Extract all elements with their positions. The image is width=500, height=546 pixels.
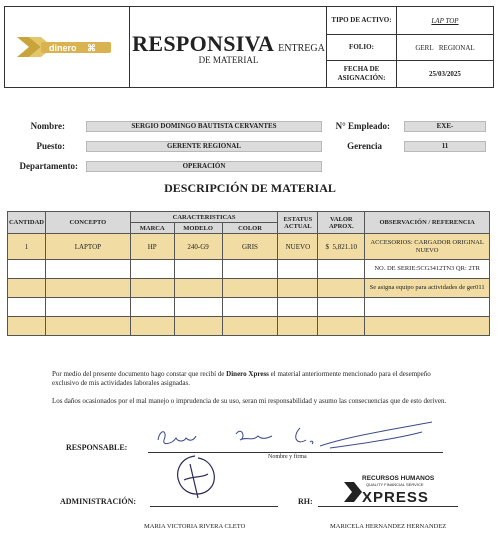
- document-subtitle: DE MATERIAL: [198, 55, 259, 65]
- stamp-title: RECURSOS HUMANOS: [362, 475, 435, 482]
- empleado-field: EXE-: [404, 121, 486, 132]
- departamento-field: OPERACIÓN: [86, 161, 322, 172]
- tipo-activo-value: LAP TOP: [431, 16, 459, 25]
- table-row: NO. DE SERIE:5CG3412TN3 QR: 2TR: [8, 260, 490, 279]
- departamento-label: Departamento:: [19, 161, 78, 171]
- table-row: Se asigna equipo para actividades de ger011: [8, 279, 490, 298]
- fecha-value: 25/03/2025: [429, 70, 461, 78]
- meta-block: [327, 7, 495, 87]
- nombre-field: SERGIO DOMINGO BAUTISTA CERVANTES: [86, 121, 322, 132]
- responsable-label: RESPONSABLE:: [66, 443, 128, 452]
- rh-stamp: [340, 472, 460, 506]
- material-table: [7, 211, 490, 336]
- stamp-brand: XPRESS: [362, 489, 429, 506]
- responsable-signature: [150, 418, 440, 456]
- rh-label: RH:: [298, 497, 313, 506]
- admin-name: MARIA VICTORIA RIVERA CLETO: [144, 523, 246, 530]
- document-title: RESPONSIVA ENTREGA: [132, 31, 325, 56]
- table-header-row: CANTIDAD CONCEPTO CARACTERISTICAS ESTATUS ACTUAL VALOR APROX. OBSERVACIÓN / REFERENCIA: [8, 212, 490, 223]
- gerencia-label: Gerencia: [347, 141, 382, 151]
- puesto-label: Puesto:: [36, 141, 65, 151]
- administracion-label: ADMINISTRACIÓN:: [60, 497, 137, 506]
- title-cell: [130, 7, 327, 87]
- puesto-field: GERENTE REGIONAL: [86, 141, 322, 152]
- table-row: [8, 298, 490, 317]
- stamp-subtitle: QUALITY FINANCIAL SERVICE: [366, 482, 424, 487]
- svg-text:⌘: ⌘: [87, 43, 96, 53]
- nombre-firma-caption: Nombre y firma: [268, 454, 307, 460]
- table-subheader-row: MARCA MODELO COLOR: [8, 223, 490, 234]
- valor-cell: $ 5,821.10: [318, 234, 365, 260]
- document-header: [4, 6, 494, 88]
- rh-name: MARICELA HERNANDEZ HERNANDEZ: [330, 523, 447, 530]
- gerencia-field: 11: [404, 141, 486, 152]
- rh-stamp-logo: [340, 472, 460, 506]
- folio-row: FOLIO: GERL REGIONAL: [327, 35, 493, 61]
- responsibility-paragraph: Los daños ocasionados por el mal manejo o imprudencia de su uso, seran mi responsabilidad y asumo las consecuencias que de esto deriven.: [52, 397, 447, 405]
- fecha-row: FECHA DE ASIGNACIÓN: 25/03/2025: [327, 61, 493, 87]
- rh-line: [318, 506, 458, 507]
- table-row: [8, 317, 490, 336]
- logo-cell: [5, 7, 130, 87]
- nombre-label: Nombre:: [30, 121, 65, 131]
- administracion-line: [150, 506, 278, 507]
- folio-value: GERL REGIONAL: [415, 43, 475, 52]
- dinero-xpress-logo: [15, 33, 115, 61]
- empleado-label: N° Empleado:: [335, 121, 390, 131]
- table-row: 1 LAPTOP HP 240-G9 GRIS NUEVO $ 5,821.10 ACCESORIOS: CARGADOR ORIGINAL NUEVO: [8, 234, 490, 260]
- svg-text:dinero: dinero: [49, 43, 77, 53]
- section-title: DESCRIPCIÓN DE MATERIAL: [164, 181, 336, 195]
- declaration-paragraph: Por medio del presente documento hago constar que recibí de Dinero Xpress el material anteriormente mencionado para el desempeño exclusivo de mis actividades laborales asignadas.: [52, 370, 431, 387]
- tipo-activo-row: TIPO DE ACTIVO: LAP TOP: [327, 7, 493, 35]
- administracion-signature: [168, 452, 222, 504]
